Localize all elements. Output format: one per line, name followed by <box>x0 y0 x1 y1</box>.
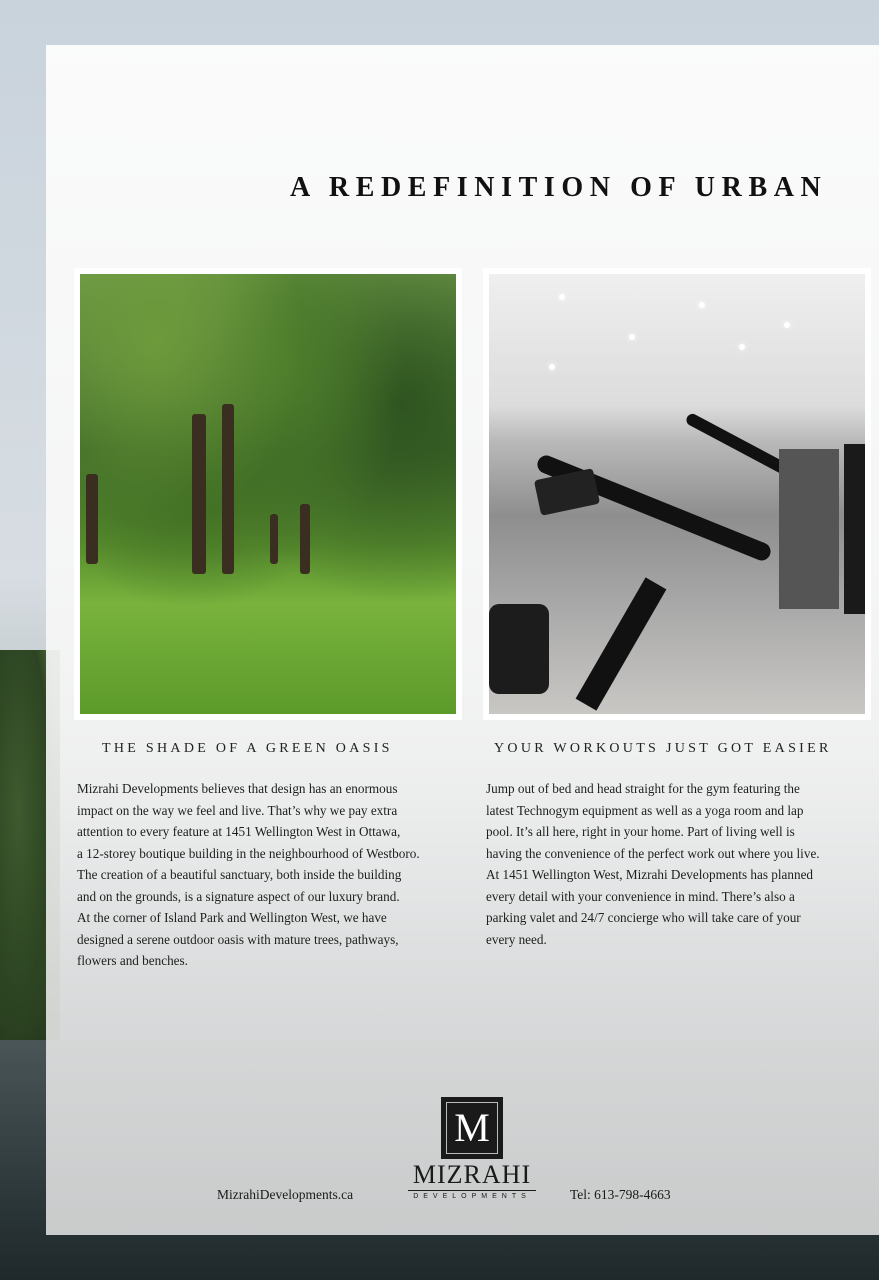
right-body-line: Jump out of bed and head straight for the gym featuring the <box>486 781 800 796</box>
right-body-line: pool. It’s all here, right in your home. Part of living well is <box>486 824 795 839</box>
right-body-text <box>486 778 820 950</box>
gym-photo <box>489 274 865 714</box>
left-body-line: impact on the way we feel and live. That’s why we pay extra <box>77 802 398 818</box>
phone-number[interactable]: Tel: 613-798-4663 <box>570 1187 671 1202</box>
page-headline: A REDEFINITION OF URBAN <box>290 172 828 203</box>
right-body-line: having the convenience of the perfect work out where you live. <box>486 845 820 861</box>
right-body-line: parking valet and 24/7 concierge who will take care of your <box>486 910 801 925</box>
left-body-line: and on the grounds, is a signature aspect of our luxury brand. <box>77 888 400 904</box>
right-section-title: YOUR WORKOUTS JUST GOT EASIER <box>494 741 832 756</box>
left-body-line: a 12-storey boutique building in the neighbourhood of Westboro. <box>77 845 420 861</box>
gym-photo-frame <box>483 268 871 720</box>
left-body-line: flowers and benches. <box>77 953 188 968</box>
right-body-line: At 1451 Wellington West, Mizrahi Developments has planned <box>486 867 814 882</box>
brand-subtitle: DEVELOPMENTS <box>408 1190 536 1200</box>
left-body-line: At the corner of Island Park and Wellington West, we have <box>77 910 387 925</box>
brand-name: MIZRAHI <box>412 1160 532 1189</box>
right-body-line: latest Technogym equipment as well as a yoga room and lap <box>486 802 804 818</box>
right-body-line: every detail with your convenience in mind. There’s also a <box>486 888 795 904</box>
brand-logo-mark <box>441 1097 503 1159</box>
park-photo <box>80 274 456 714</box>
left-body-line: designed a serene outdoor oasis with mature trees, pathways, <box>77 931 399 947</box>
left-section-title: THE SHADE OF A GREEN OASIS <box>102 741 393 756</box>
left-body-line: Mizrahi Developments believes that design has an enormous <box>77 781 398 796</box>
right-body-line: every need. <box>486 931 547 947</box>
left-body-line: attention to every feature at 1451 Wellington West in Ottawa, <box>77 824 401 839</box>
park-photo-frame <box>74 268 462 720</box>
left-body-text <box>77 778 420 972</box>
website-link[interactable]: MizrahiDevelopments.ca <box>217 1187 354 1202</box>
left-body-line: The creation of a beautiful sanctuary, both inside the building <box>77 867 402 882</box>
logo-letter: M <box>446 1102 498 1154</box>
